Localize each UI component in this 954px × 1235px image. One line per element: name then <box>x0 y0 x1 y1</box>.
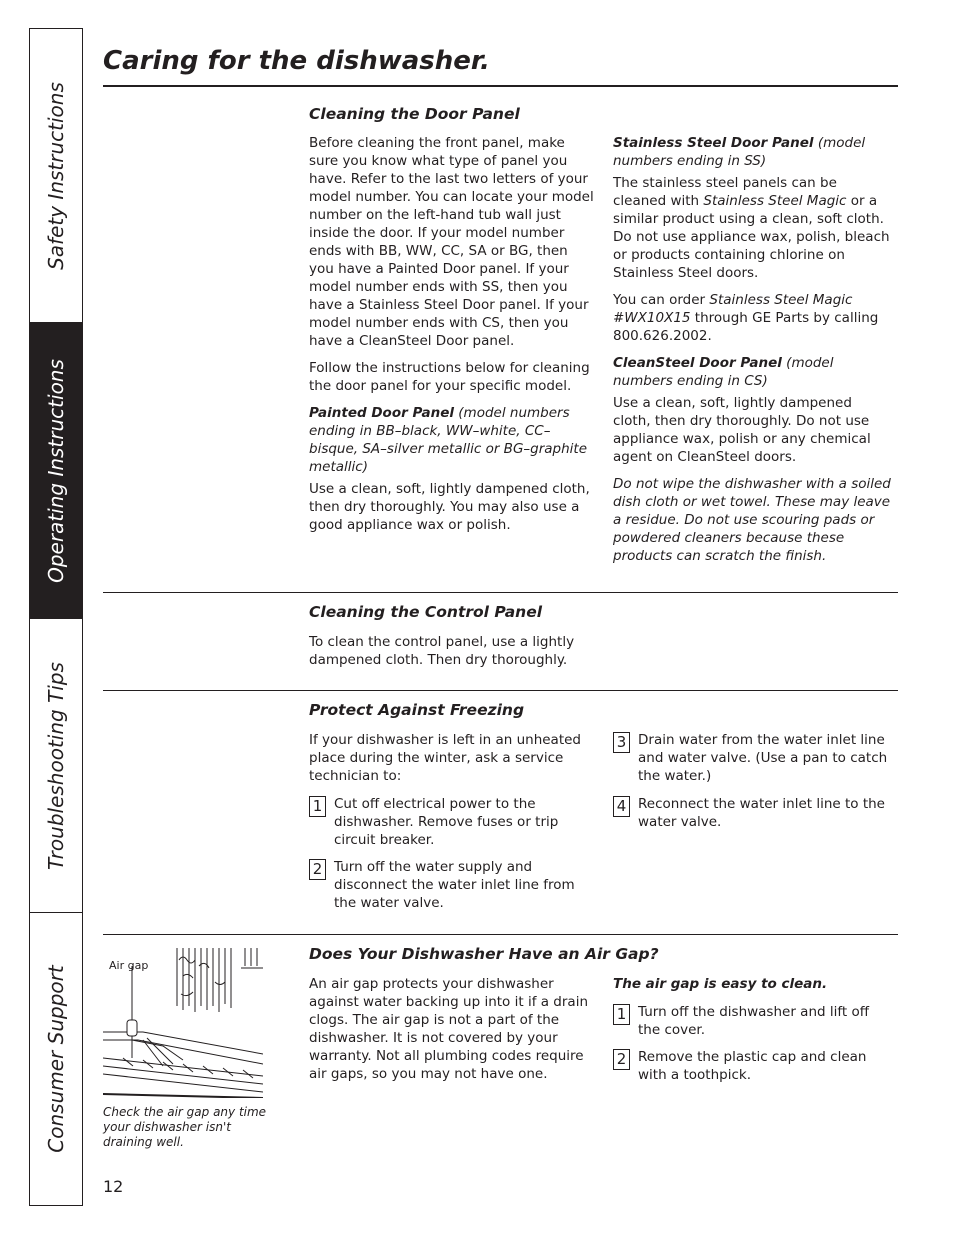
painted-panel-text: Use a clean, soft, lightly dampened cloth, then dry thoroughly. You may also use a good appliance wax or polish. <box>309 481 590 533</box>
order-text-a: You can order <box>613 292 710 308</box>
tab-label: Safety Instructions <box>44 81 68 270</box>
cleansteel-note: (model numbers ending in CS) <box>613 355 834 389</box>
door-panel-heading: Cleaning the Door Panel <box>309 105 520 123</box>
air-gap-right-column <box>613 975 895 1093</box>
air-gap-step <box>613 1048 895 1084</box>
step-text: Turn off the water supply and disconnect the water inlet line from the water valve. <box>334 859 575 911</box>
order-text <box>613 291 893 345</box>
freezing-heading: Protect Against Freezing <box>309 701 525 719</box>
step-text: Turn off the dishwasher and lift off the cover. <box>638 1004 870 1038</box>
air-gap-figure-label: Air gap <box>109 959 149 972</box>
air-gap-left-column <box>309 975 589 1092</box>
page-title: Caring for the dishwasher. <box>103 46 490 76</box>
step-number: 4 <box>613 796 630 817</box>
stainless-product: Stainless Steel Magic <box>703 193 847 209</box>
control-panel-heading: Cleaning the Control Panel <box>309 603 543 621</box>
tab-consumer-support[interactable] <box>30 913 82 1205</box>
air-gap-lead: The air gap is easy to clean. <box>613 976 828 992</box>
tab-troubleshooting-tips[interactable] <box>30 619 82 913</box>
title-rule <box>103 85 898 87</box>
painted-lead: Painted Door Panel <box>309 405 454 421</box>
freezing-step <box>613 795 893 831</box>
cleansteel-lead: CleanSteel Door Panel <box>613 355 782 371</box>
freezing-step <box>309 858 595 912</box>
tab-operating-instructions[interactable] <box>30 323 82 619</box>
order-product: Stainless Steel Magic #WX10X15 <box>613 292 853 326</box>
air-gap-heading: Does Your Dishwasher Have an Air Gap? <box>309 945 659 963</box>
stainless-text-a: The stainless steel panels can be cleaned with <box>613 175 837 209</box>
section-divider <box>103 592 898 593</box>
air-gap-caption: Check the air gap any time your dishwasher isn't draining well. <box>103 1105 267 1149</box>
door-panel-left-column <box>309 134 595 543</box>
step-number: 2 <box>309 859 326 880</box>
cleansteel-panel-text: Use a clean, soft, lightly dampened cloth, then dry thoroughly. Do not use appliance wax, polish or any chemical agent on CleanSteel doors. <box>613 395 871 465</box>
step-number: 2 <box>613 1049 630 1070</box>
painted-note: (model numbers ending in BB–black, WW–white, CC–bisque, SA–silver metallic or BG–graphite metallic) <box>309 405 588 475</box>
section-tabs <box>29 28 83 1206</box>
door-panel-follow: Follow the instructions below for cleaning the door panel for your specific model. <box>309 360 590 394</box>
step-number: 1 <box>309 796 326 817</box>
section-divider <box>103 934 898 935</box>
freezing-step <box>309 795 595 849</box>
freezing-intro: If your dishwasher is left in an unheated place during the winter, ask a service technician to: <box>309 732 581 784</box>
stainless-text-c: or a similar product using a clean, soft cloth. Do not use appliance wax, polish, bleach or products containing chlorine on Stainless Steel doors. <box>613 193 890 281</box>
freezing-right-column <box>613 731 893 840</box>
page-number: 12 <box>103 1177 124 1196</box>
tab-safety-instructions[interactable] <box>30 29 82 323</box>
door-panel-warning: Do not wipe the dishwasher with a soiled dish cloth or wet towel. These may leave a residue. Do not use scouring pads or powdered cleaners because these products can scratch the finish. <box>613 476 891 564</box>
step-text: Drain water from the water inlet line and water valve. (Use a pan to catch the water.) <box>638 732 888 784</box>
door-panel-right-column <box>613 134 893 574</box>
tab-label: Troubleshooting Tips <box>44 661 68 870</box>
stainless-lead: Stainless Steel Door Panel <box>613 135 814 151</box>
freezing-step <box>613 731 893 785</box>
step-number: 3 <box>613 732 630 753</box>
step-text: Remove the plastic cap and clean with a toothpick. <box>638 1049 867 1083</box>
tab-label: Operating Instructions <box>44 358 68 583</box>
stainless-note: (model numbers ending in SS) <box>613 135 866 169</box>
freezing-left-column <box>309 731 595 921</box>
stainless-panel-heading <box>613 134 893 170</box>
painted-panel-heading <box>309 404 595 476</box>
step-text: Reconnect the water inlet line to the water valve. <box>638 796 885 830</box>
tab-label: Consumer Support <box>44 965 68 1153</box>
step-text: Cut off electrical power to the dishwasher. Remove fuses or trip circuit breaker. <box>334 796 559 848</box>
section-divider <box>103 690 898 691</box>
control-panel-column <box>309 633 579 678</box>
step-number: 1 <box>613 1004 630 1025</box>
control-panel-text: To clean the control panel, use a lightly dampened cloth. Then dry thoroughly. <box>309 634 575 668</box>
order-text-c: through GE Parts by calling 800.626.2002. <box>613 310 879 344</box>
air-gap-text: An air gap protects your dishwasher against water backing up into it if a drain clogs. The air gap is not a part of the dishwasher. It is not covered by your warranty. Not all plumbing codes require air gaps, so you may not have one. <box>309 976 589 1082</box>
air-gap-step <box>613 1003 895 1039</box>
cleansteel-panel-heading <box>613 354 893 390</box>
stainless-panel-text <box>613 174 893 282</box>
door-panel-intro: Before cleaning the front panel, make sure you know what type of panel you have. Refer to the last two letters of your model number. You can locate your model number on the left-hand tub wall just inside the door. If your model number ends with BB, WW, CC, SA or BG, then you have a Painted Door panel. If your model number ends with SS, then you have a Stainless Steel Door panel. If your model number ends with CS, then you have a CleanSteel Door panel. <box>309 135 594 349</box>
